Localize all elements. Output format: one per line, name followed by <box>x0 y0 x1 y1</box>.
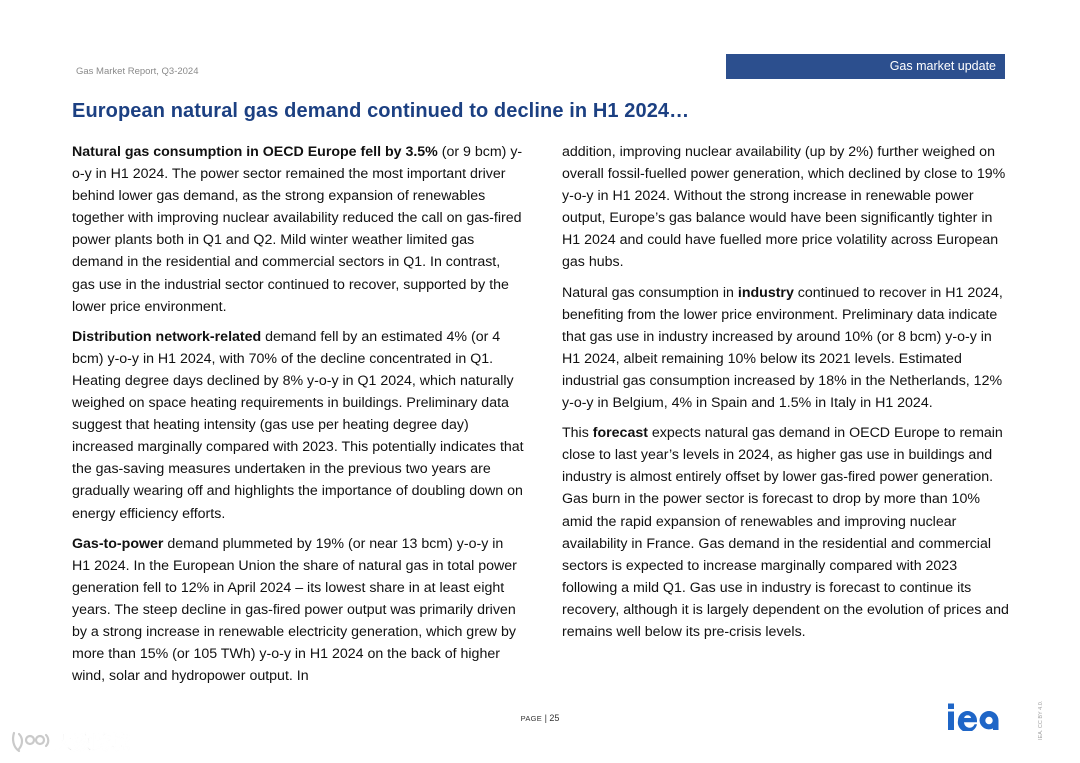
paragraph-keyword: forecast <box>592 425 648 442</box>
paragraph-gas-to-power <box>72 533 524 688</box>
page-label: PAGE <box>520 714 543 723</box>
paragraph-text: addition, improving nuclear availability (up by 2%) further weighed on overall fossil-fuelled power generation, which declined by close to 19% y-o-y in H1 2024. Without the strong increase in renewable power output, Europe’s gas balance would have been significantly tighter in H1 2024 and could have fuelled more price volatility across European gas hubs. <box>562 144 1006 271</box>
paragraph-text: demand plummeted by 19% (or near 13 bcm) y-o-y in H1 2024. In the European Union the share of natural gas in total power generation fell to 12% in April 2024 – its lowest share in at least eight years. The steep decline in gas-fired power output was primarily driven by a strong increase in renewable electricity generation, which grew by more than 15% (or 105 TWh) y-o-y in H1 2024 on the back of higher wind, solar and hydropower output. In <box>72 535 517 685</box>
paragraph-text: expects natural gas demand in OECD Europe to remain close to last year’s levels in 2024, as higher gas use in buildings and industry is almost entirely offset by lower gas-fired power generation. Gas burn in the power sector is forecast to drop by more than 10% amid the rapid expansion of renewables and improving nuclear availability in France. Gas demand in the residential and commercial sectors is expected to increase marginally compared with 2023 following a mild Q1. Gas use in industry is forecast to continue its recovery, although it is largely dependent on the evolution of prices and remains well below its pre-crisis levels. <box>562 425 1009 640</box>
page-separator: | <box>542 713 550 723</box>
paragraph-oecd-consumption <box>72 141 524 318</box>
page-number <box>0 713 1080 723</box>
watermark-text: 大数跨境 <box>54 733 131 754</box>
paragraph-lead: Natural gas consumption in OECD Europe fell by 3.5% <box>72 144 438 160</box>
watermark-logo-icon <box>10 729 50 755</box>
paragraph-text: demand fell by an estimated 4% (or 4 bcm) y-o-y in H1 2024, with 70% of the decline concentrated in Q1. Heating degree days declined by 8% y-o-y in Q1 2024, which naturally weighed on space heating requirements in buildings. Preliminary data suggest that heating intensity (gas use per heating degree day) increased marginally compared with 2023. This potentially indicates that the gas-saving measures undertaken in the previous two years are gradually wearing off and highlights the importance of doubling down on energy efficiency efforts. <box>72 328 524 522</box>
paragraph-lead: Gas-to-power <box>72 535 164 552</box>
paragraph-text: (or 9 bcm) y-o-y in H1 2024. The power sector remained the most important driver behind lower gas demand, as the strong expansion of renewables together with improving nuclear availability reduced the call on gas-fired power plants both in Q1 and Q2. Mild winter weather limited gas demand in the residential and commercial sectors in Q1. In contrast, gas use in the industrial sector continued to recover, supported by the lower price environment. <box>72 144 523 315</box>
watermark <box>10 728 130 755</box>
paragraph-keyword: industry <box>737 284 794 301</box>
page-number-value: 25 <box>549 713 560 723</box>
paragraph-text: Natural gas consumption in <box>562 284 738 301</box>
page-title: European natural gas demand continued to decline in H1 2024… <box>72 100 690 122</box>
left-column <box>72 141 524 695</box>
right-column <box>562 141 1012 651</box>
license-note: IEA. CC BY 4.0. <box>1038 700 1044 740</box>
paragraph-lead: Distribution network-related <box>72 328 262 345</box>
paragraph-distribution <box>72 326 524 525</box>
paragraph-text: continued to recover in H1 2024, benefiting from the lower price environment. Preliminary data indicate that gas use in industry increased by around 10% (or 8 bcm) y-o-y in H1 2024, albeit remaining 10% below its 2021 levels. Estimated industrial gas consumption increased by 18% in the Netherlands, 12% y-o-y in Belgium, 4% in Spain and 1.5% in Italy in H1 2024. <box>562 284 1003 412</box>
paragraph-forecast <box>562 422 1012 643</box>
report-name: Gas Market Report, Q3-2024 <box>76 66 199 77</box>
paragraph-text: This <box>562 425 593 442</box>
section-tag: Gas market update <box>726 54 1005 79</box>
paragraph-continuation <box>562 141 1012 274</box>
paragraph-industry <box>562 282 1012 415</box>
iea-logo <box>946 703 1008 731</box>
